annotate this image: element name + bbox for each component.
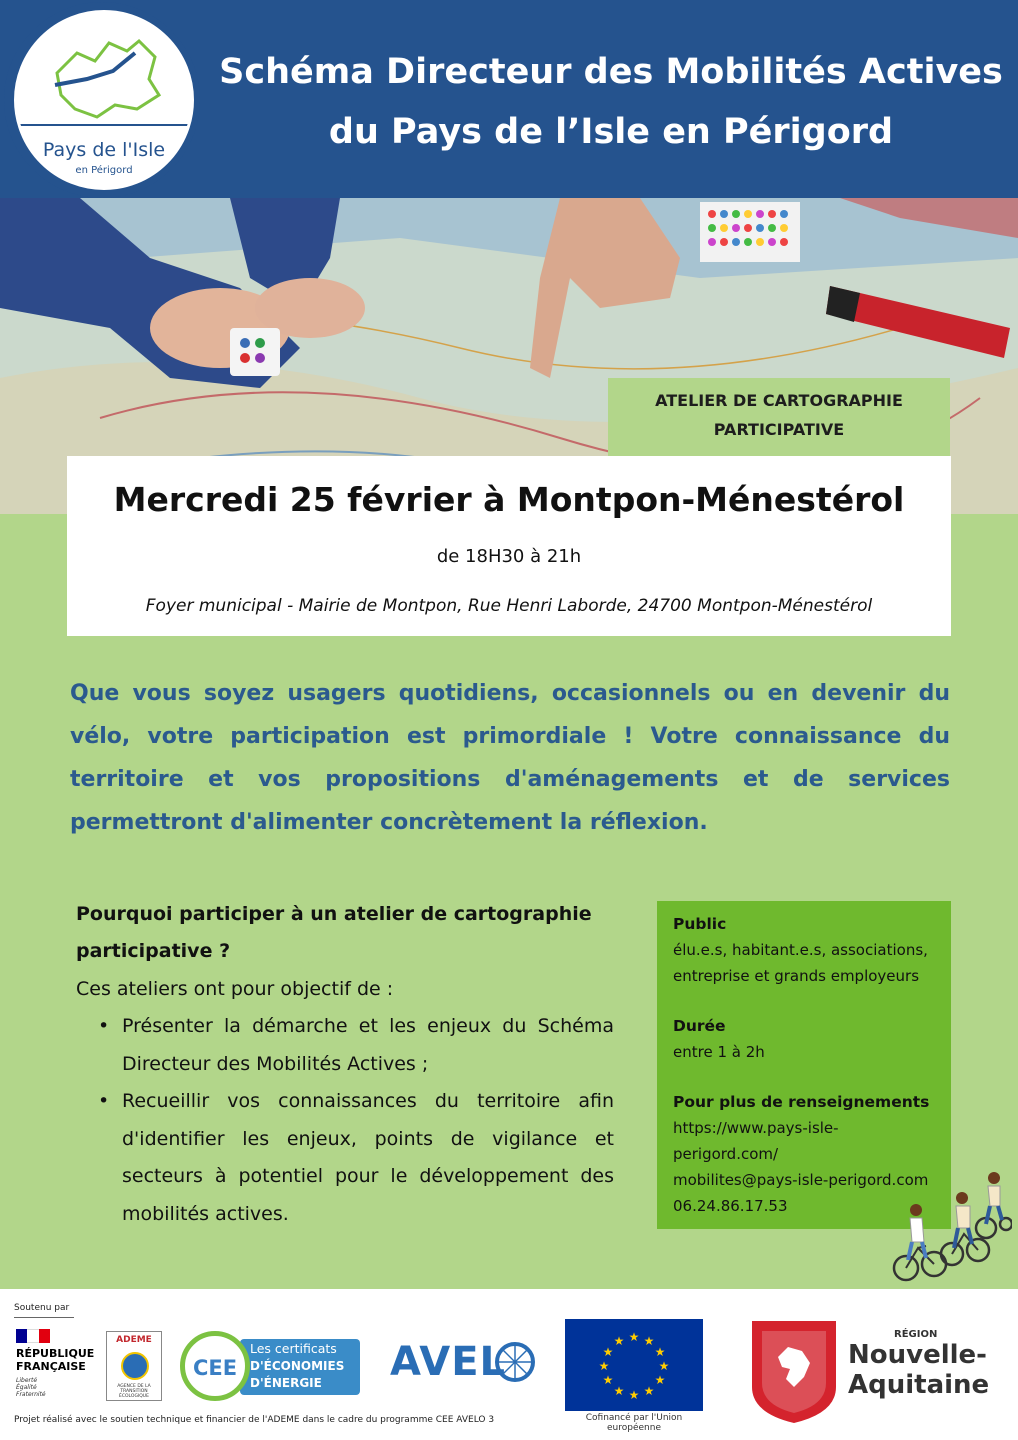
rf-line-2: FRANÇAISE — [16, 1360, 86, 1373]
republique-francaise-logo — [16, 1329, 96, 1399]
rf-motto-3: Fraternité — [16, 1391, 46, 1398]
cee-line-3: D'ÉNERGIE — [250, 1376, 322, 1390]
rf-motto-2: Égalité — [16, 1384, 37, 1391]
ademe-sub-3: ÉCOLOGIQUE — [119, 1394, 149, 1399]
list-item — [76, 1083, 614, 1233]
svg-text:★: ★ — [613, 1384, 625, 1398]
ademe-sub-2: TRANSITION — [120, 1389, 148, 1394]
logo-name: Pays de l'Isle — [42, 139, 166, 161]
public-line-2: entreprise et grands employeurs — [673, 967, 920, 985]
objectives-list — [76, 1008, 614, 1233]
french-flag-icon — [16, 1329, 50, 1343]
email-link[interactable]: mobilites@pays-isle-perigord.com — [673, 1171, 929, 1189]
website-link-line-2[interactable]: perigord.com/ — [673, 1145, 779, 1163]
atelier-line-1: ATELIER DE CARTOGRAPHIE — [655, 391, 903, 410]
phone-number: 06.24.86.17.53 — [673, 1197, 788, 1215]
bullet-icon: • — [98, 1090, 110, 1112]
svg-text:★: ★ — [654, 1345, 666, 1359]
svg-text:★: ★ — [658, 1359, 670, 1373]
project-credit: Projet réalisé avec le soutien technique et financier de l'ADEME dans le cadre du programme CEE AVELO 3 — [14, 1415, 495, 1425]
svg-text:★: ★ — [643, 1334, 655, 1348]
svg-text:★: ★ — [643, 1384, 655, 1398]
website-link-line-1[interactable]: https://www.pays-isle- — [673, 1119, 839, 1137]
bike-wheel-icon — [494, 1341, 536, 1383]
svg-text:★: ★ — [602, 1373, 614, 1387]
bullet-text: Présenter la démarche et les enjeux du Schéma Directeur des Mobilités Actives ; — [122, 1015, 614, 1075]
why-section — [76, 896, 614, 1233]
cee-line-1: Les certificats — [250, 1341, 337, 1356]
title-line-2: du Pays de l’Isle en Périgord — [328, 112, 894, 152]
cee-acronym: CEE — [192, 1356, 238, 1380]
logo — [4, 2, 200, 198]
svg-text:★: ★ — [613, 1334, 625, 1348]
region-line-1: Nouvelle- — [848, 1340, 987, 1370]
public-label: Public — [673, 915, 727, 933]
region-label: RÉGION — [894, 1329, 938, 1340]
contact-label: Pour plus de renseignements — [673, 1093, 930, 1111]
bullet-text: Recueillir vos connaissances du territoire afin d'identifier les enjeux, points de vigilance et secteurs à potentiel pour le développement des mobilités actives. — [122, 1090, 614, 1225]
rf-line-1: RÉPUBLIQUE — [16, 1347, 95, 1360]
cee-line-2: D'ÉCONOMIES — [250, 1359, 345, 1373]
event-time: de 18H30 à 21h — [436, 546, 582, 567]
cyclists-icon — [882, 1168, 1012, 1286]
svg-text:★: ★ — [628, 1330, 640, 1344]
public-line-1: élu.e.s, habitant.e.s, associations, — [673, 941, 928, 959]
avelo-text: AVEL — [390, 1339, 507, 1385]
rf-motto-1: Liberté — [16, 1377, 38, 1384]
page-title — [216, 42, 1006, 162]
ademe-globe-icon — [121, 1352, 149, 1380]
eu-flag-icon — [565, 1319, 703, 1411]
duree-label: Durée — [673, 1017, 726, 1035]
title-line-1: Schéma Directeur des Mobilités Actives — [219, 52, 1003, 92]
svg-text:★: ★ — [598, 1359, 610, 1373]
ademe-title: ADEME — [116, 1335, 152, 1345]
svg-text:★: ★ — [628, 1388, 640, 1402]
event-place: Foyer municipal - Mairie de Montpon, Rue Henri Laborde, 24700 Montpon-Ménestérol — [145, 596, 873, 616]
svg-text:★: ★ — [654, 1373, 666, 1387]
avelo-logo — [390, 1335, 536, 1391]
pays-isle-logo-icon — [14, 10, 194, 190]
ademe-sub-1: AGENCE DE LA — [117, 1384, 151, 1389]
region-line-2: Aquitaine — [848, 1370, 990, 1400]
intro-paragraph: Que vous soyez usagers quotidiens, occasionnels ou en devenir du vélo, votre participation est primordiale ! Votre connaissance du territoire et vos propositions d'aménagements et de services permettront d'alimenter concrètement la réflexion. — [70, 681, 950, 835]
header-banner — [0, 0, 1018, 198]
supported-by-label: Soutenu par — [14, 1303, 70, 1313]
atelier-line-2: PARTICIPATIVE — [713, 420, 845, 439]
why-title: Pourquoi participer à un atelier de cartographie participative ? — [76, 903, 592, 962]
bullet-icon: • — [98, 1015, 110, 1037]
logo-subtitle: en Périgord — [75, 165, 133, 176]
event-card — [67, 456, 951, 636]
footer-sponsors — [0, 1289, 1018, 1440]
eu-caption: Cofinancé par l'Union européenne — [585, 1413, 683, 1433]
event-date: Mercredi 25 février à Montpon-Ménestérol — [113, 480, 905, 519]
atelier-badge — [608, 378, 950, 456]
svg-text:★: ★ — [602, 1345, 614, 1359]
cee-logo — [180, 1331, 362, 1403]
list-item — [76, 1008, 614, 1083]
why-intro: Ces ateliers ont pour objectif de : — [76, 978, 394, 1000]
region-shield-icon — [748, 1317, 840, 1425]
duree-value: entre 1 à 2h — [673, 1043, 765, 1061]
ademe-logo — [106, 1331, 162, 1401]
region-text — [848, 1329, 1008, 1400]
